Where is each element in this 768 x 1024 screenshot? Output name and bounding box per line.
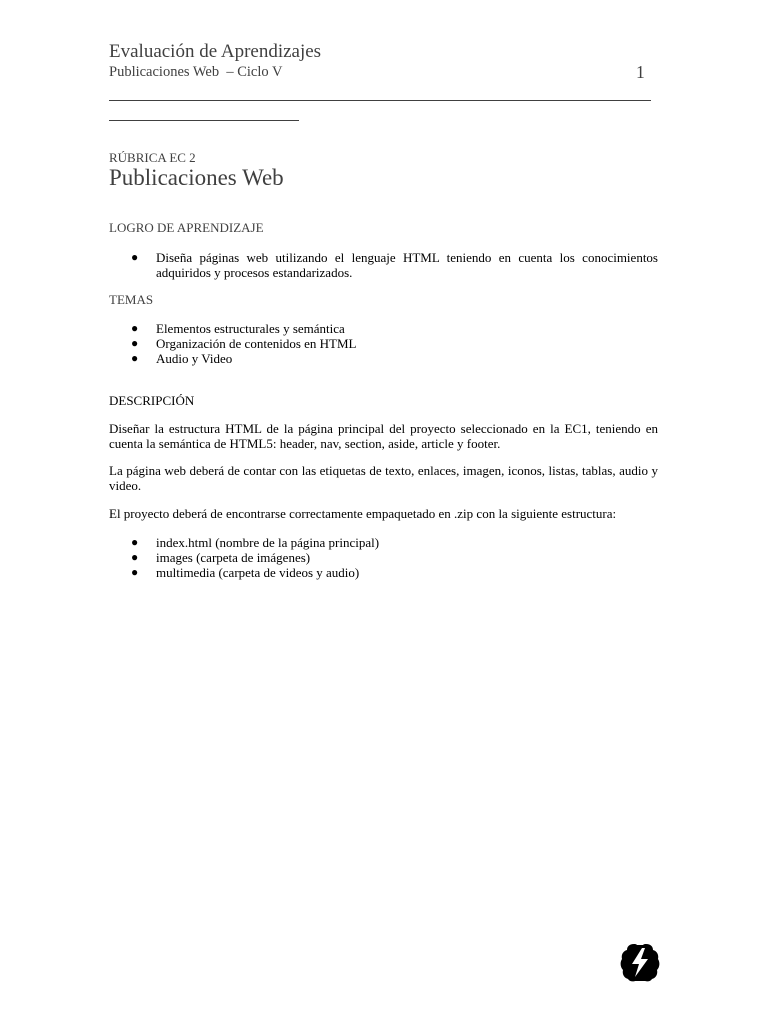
list-item <box>131 336 658 351</box>
list-item-text: index.html (nombre de la página principal) <box>156 535 380 550</box>
bullet-icon: ● <box>131 535 139 549</box>
rubric-label: RÚBRICA EC 2 <box>109 150 196 165</box>
description-paragraph: El proyecto deberá de encontrarse correctamente empaquetado en .zip con la siguiente estructura: <box>109 506 617 521</box>
document-title: Publicaciones Web <box>109 165 284 190</box>
list-item <box>131 565 658 580</box>
list-item <box>131 250 658 280</box>
bullet-icon: ● <box>131 550 139 564</box>
list-item <box>131 550 658 565</box>
list-item-text: Audio y Video <box>156 351 233 366</box>
bullet-icon: ● <box>131 250 139 264</box>
page-number: 1 <box>636 62 645 82</box>
list-item-text: Diseña páginas web utilizando el lenguaje HTML teniendo en cuenta los conocimientos adquiridos y procesos estandarizados. <box>156 250 658 280</box>
bullet-icon: ● <box>131 321 139 335</box>
list-item-text: multimedia (carpeta de videos y audio) <box>156 565 360 580</box>
list-item <box>131 351 658 366</box>
description-paragraph: Diseñar la estructura HTML de la página principal del proyecto seleccionado en la EC1, teniendo en cuenta la semántica de HTML5: header, nav, section, aside, article y footer. <box>109 421 658 451</box>
section-heading-temas: TEMAS <box>109 292 154 307</box>
file-structure-list <box>131 535 658 580</box>
logro-list <box>131 250 658 280</box>
list-item-text: Organización de contenidos en HTML <box>156 336 357 351</box>
temas-list <box>131 321 658 366</box>
list-item <box>131 321 658 336</box>
list-item-text: Elementos estructurales y semántica <box>156 321 345 336</box>
brain-lightning-icon <box>620 941 660 983</box>
description-paragraph: La página web deberá de contar con las etiquetas de texto, enlaces, imagen, iconos, listas, tablas, audio y video. <box>109 463 658 493</box>
header-subtitle: Publicaciones Web – Ciclo V <box>109 64 283 80</box>
section-heading-logro: LOGRO DE APRENDIZAJE <box>109 220 264 235</box>
bullet-icon: ● <box>131 351 139 365</box>
header-rule <box>109 100 651 101</box>
list-item-text: images (carpeta de imágenes) <box>156 550 311 565</box>
section-heading-descripcion: DESCRIPCIÓN <box>109 393 195 408</box>
bullet-icon: ● <box>131 565 139 579</box>
list-item <box>131 535 658 550</box>
bullet-icon: ● <box>131 336 139 350</box>
header-rule-short <box>109 120 299 121</box>
header-title: Evaluación de Aprendizajes <box>109 41 322 62</box>
